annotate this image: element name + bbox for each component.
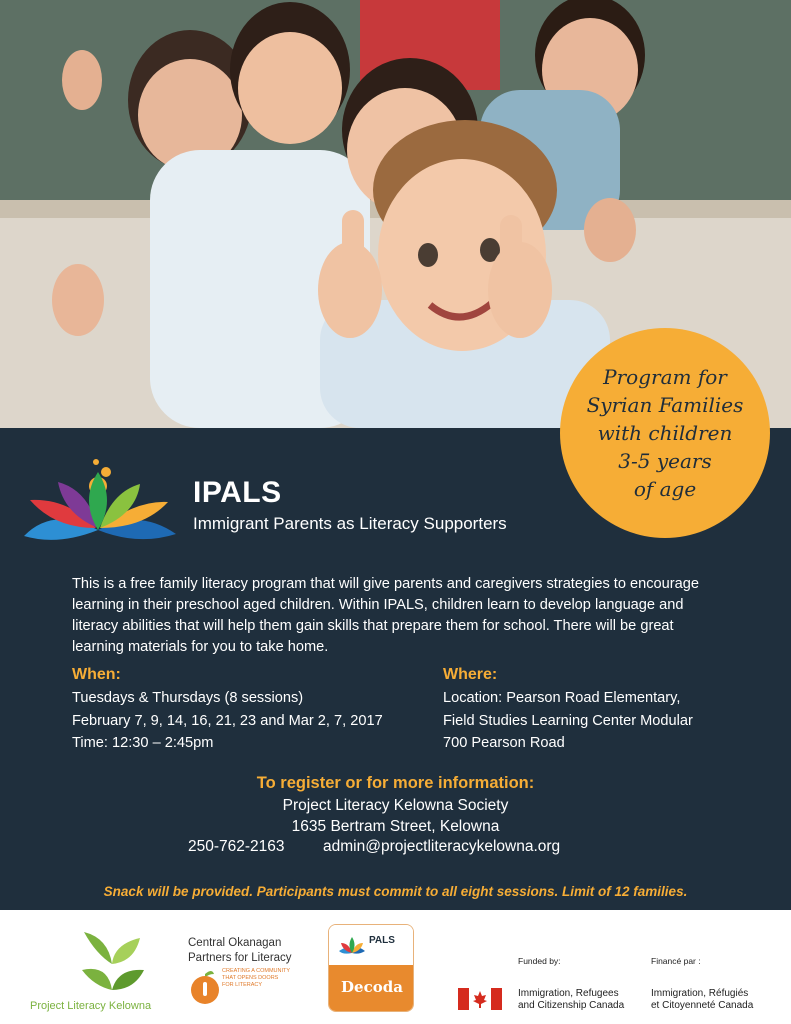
badge-text: Program for Syrian Families with children 3-5 years of age xyxy=(586,365,744,501)
lotus-logo-icon xyxy=(18,442,183,552)
where-line: Field Studies Learning Center Modular xyxy=(443,713,693,729)
where-heading: Where: xyxy=(443,666,498,683)
register-address: 1635 Bertram Street, Kelowna xyxy=(291,818,500,835)
canada-flag-icon xyxy=(458,988,502,1010)
register-phone: 250-762-2163 xyxy=(188,838,285,855)
coc-logo-text: Central Okanagan Partners for Literacy xyxy=(188,937,292,964)
coc-tagline: CREATING A COMMUNITY THAT OPENS DOORS FOR LITERACY xyxy=(222,968,291,988)
book-logo-icon xyxy=(78,924,148,998)
program-title: IPALS xyxy=(193,476,282,509)
plk-logo-text: Project Literacy Kelowna xyxy=(30,1000,152,1012)
decoda-logo xyxy=(328,924,414,1012)
finance-par-label: Financé par : xyxy=(651,956,701,966)
funded-by-label: Funded by: xyxy=(518,956,561,966)
gov-name-en: Immigration, Refugees and Citizenship Canada xyxy=(518,988,625,1011)
program-subtitle: Immigrant Parents as Literacy Supporters xyxy=(193,514,507,533)
gov-name-fr: Immigration, Réfugiés et Citoyenneté Canada xyxy=(651,988,754,1011)
pals-word: PALS xyxy=(369,935,395,946)
register-heading: To register or for more information: xyxy=(256,774,535,792)
where-line: 700 Pearson Road xyxy=(443,735,565,751)
where-line: Location: Pearson Road Elementary, xyxy=(443,690,681,706)
when-line: Time: 12:30 – 2:45pm xyxy=(72,735,214,751)
when-line: Tuesdays & Thursdays (8 sessions) xyxy=(72,690,304,706)
register-email[interactable]: admin@projectliteracykelowna.org xyxy=(323,838,561,855)
decoda-section xyxy=(329,965,414,1012)
pals-lotus-icon xyxy=(337,933,367,955)
pals-section xyxy=(329,925,414,965)
when-heading: When: xyxy=(72,666,121,683)
apple-logo-icon xyxy=(190,968,220,1004)
sponsor-strip xyxy=(0,910,791,1024)
register-org: Project Literacy Kelowna Society xyxy=(282,797,509,814)
when-line: February 7, 9, 14, 16, 21, 23 and Mar 2, 7, 2017 xyxy=(72,713,383,729)
program-badge xyxy=(560,328,770,538)
decoda-word: Decoda xyxy=(341,978,403,996)
participation-note: Snack will be provided. Participants must commit to all eight sessions. Limit of 12 families. xyxy=(103,884,688,899)
program-intro: This is a free family literacy program that will give parents and caregivers strategies to encourage learning in their preschool aged children. Within IPALS, children learn to develop language and literacy abilities that will help them gain skills that prepare them for school. There will be great learning materials for you to take home. xyxy=(72,576,700,655)
